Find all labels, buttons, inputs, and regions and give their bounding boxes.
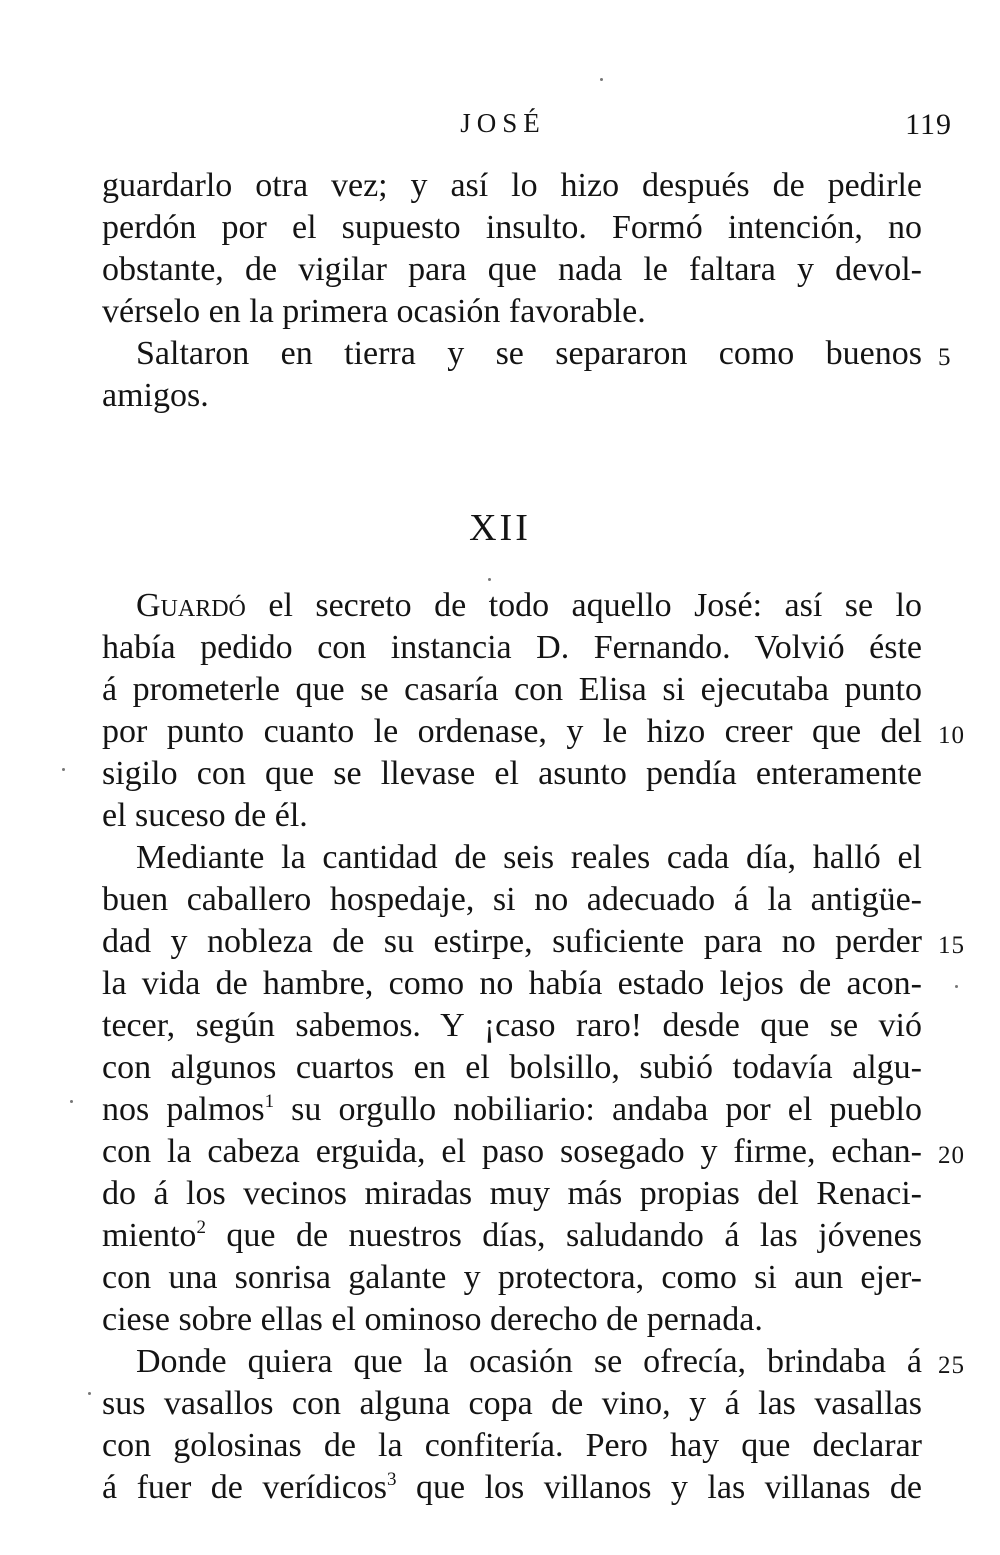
line-number-20: 20: [938, 1142, 965, 1169]
text-line-27: con golosinas de la confitería. Pero hay que declarar: [102, 1427, 922, 1464]
text-line-22: [102, 1215, 922, 1256]
text-line-26: sus vasallos con alguna copa de vino, y á las vasallas: [102, 1385, 922, 1422]
text-line-10: por punto cuanto le ordenase, y le hizo creer que del: [102, 713, 922, 750]
text-line-8: había pedido con instancia D. Fernando. Volvió éste: [102, 629, 922, 666]
chapter-heading: XII: [469, 507, 531, 549]
text-line-1: guardarlo otra vez; y así lo hizo después de pedirle: [102, 167, 922, 204]
text-line-5: Saltaron en tierra y se separaron como buenos: [136, 335, 922, 372]
footnote-marker-3: 3: [387, 1469, 397, 1490]
text-line-23: con una sonrisa galante y protectora, como si aun ejer-: [102, 1259, 922, 1296]
text-line-17: tecer, según sabemos. Y ¡caso raro! desde que se vió: [102, 1007, 922, 1044]
line-number-15: 15: [938, 932, 965, 959]
text-line-20: con la cabeza erguida, el paso sosegado y firme, echan-: [102, 1133, 922, 1170]
text-line-16: la vida de hambre, como no había estado lejos de acon-: [102, 965, 922, 1002]
scan-speck: [88, 1392, 91, 1395]
text-line-19-a: nos palmos: [102, 1091, 265, 1128]
line-number-10: 10: [938, 722, 965, 749]
opening-word: Guardó: [136, 587, 246, 624]
footnote-marker-1: 1: [264, 1091, 275, 1112]
text-line-28: [102, 1467, 922, 1508]
scan-speck: [62, 768, 65, 771]
text-line-11: sigilo con que se llevase el asunto pendía enteramente: [102, 755, 922, 792]
text-line-19-b: su orgullo nobiliario: andaba por el pueblo: [274, 1091, 922, 1128]
text-line-28-b: que los villanos y las villanas de: [396, 1469, 923, 1506]
text-line-14: buen caballero hospedaje, si no adecuado á la antigüe-: [102, 881, 922, 918]
text-line-22-a: miento: [102, 1217, 197, 1254]
text-line-19: [102, 1089, 922, 1130]
text-line-18: con algunos cuartos en el bolsillo, subió todavía algu-: [102, 1049, 922, 1086]
text-line-4: vérselo en la primera ocasión favorable.: [102, 293, 646, 330]
text-line-6: amigos.: [102, 377, 209, 414]
running-title: JOSÉ: [460, 108, 546, 138]
text-line-25: Donde quiera que la ocasión se ofrecía, brindaba á: [136, 1343, 922, 1380]
text-line-22-b: que de nuestros días, saludando á las jóvenes: [205, 1217, 922, 1254]
text-line-9: á prometerle que se casaría con Elisa si ejecutaba punto: [102, 671, 922, 708]
text-line-12: el suceso de él.: [102, 797, 308, 834]
text-line-28-a: á fuer de verídicos: [102, 1469, 388, 1506]
text-line-21: do á los vecinos miradas muy más propias del Renaci-: [102, 1175, 922, 1212]
line-number-25: 25: [938, 1352, 965, 1379]
text-line-13: Mediante la cantidad de seis reales cada día, halló el: [136, 839, 922, 876]
text-line-7: [136, 585, 922, 626]
text-line-2: perdón por el supuesto insulto. Formó intención, no: [102, 209, 922, 246]
text-line-7-rest: el secreto de todo aquello José: así se lo: [245, 587, 922, 624]
text-line-24: ciese sobre ellas el ominoso derecho de pernada.: [102, 1301, 763, 1338]
scan-speck: [488, 578, 491, 581]
scan-speck: [600, 78, 603, 81]
scan-speck: [955, 985, 958, 988]
page-number: 119: [905, 108, 952, 141]
text-line-3: obstante, de vigilar para que nada le faltara y devol-: [102, 251, 922, 288]
footnote-marker-2: 2: [196, 1217, 206, 1238]
line-number-5: 5: [938, 344, 952, 371]
text-line-15: dad y nobleza de su estirpe, suficiente para no perder: [102, 923, 922, 960]
scan-speck: [70, 1100, 73, 1103]
